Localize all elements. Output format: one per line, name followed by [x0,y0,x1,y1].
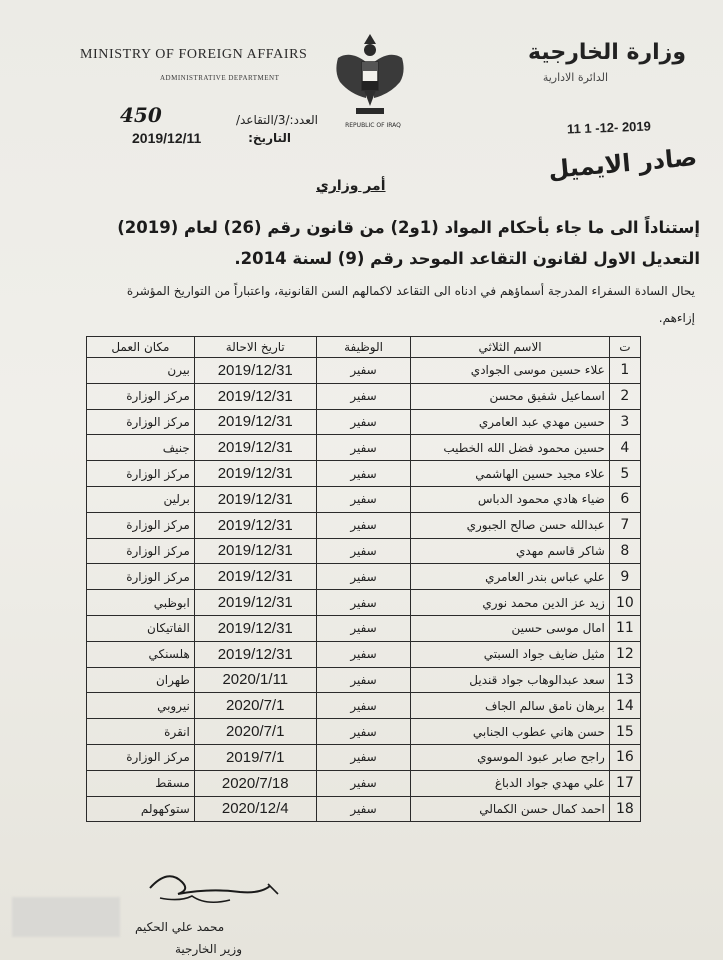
reference-date-value: 2019/12/11 [132,130,202,146]
ambassador-name: علاء حسين موسى الجوادي [411,358,609,384]
legal-basis-paragraph: إستناداً الى ما جاء بأحكام المواد (1و2) من قانون رقم (26) لعام (2019) التعديل الاول لقانون التقاعد الموحد رقم (9) لسنة 2014. [117,218,700,268]
row-number: 11 [609,615,640,641]
emblem-caption: REPUBLIC OF IRAQ [345,122,401,129]
retirement-date: 2019/7/1 [194,744,316,770]
reference-date-label: التاريخ: [248,131,291,145]
table-row [87,409,641,435]
row-number: 15 [609,719,640,745]
ambassador-name: حسين محمود فضل الله الخطيب [411,435,609,461]
workplace: جنيف [87,435,195,461]
table-header-row [87,337,641,358]
workplace: انقرة [87,719,195,745]
workplace: ابوظبي [87,590,195,616]
workplace: مركز الوزارة [87,538,195,564]
retirement-statement-paragraph: يحال السادة السفراء المدرجة أسماؤهم في ادناه الى التقاعد لاكمالهم السن القانونية، واعتباراً من التواريخ المؤشرة إزاءهم. [126,284,695,325]
row-number: 6 [609,486,640,512]
ambassador-name: مثيل ضايف جواد السبتي [411,641,609,667]
table-row [87,358,641,384]
workplace: مسقط [87,770,195,796]
table-row [87,615,641,641]
ambassador-name: حسين مهدي عبد العامري [411,409,609,435]
row-number: 13 [609,667,640,693]
job-title: سفير [316,590,411,616]
workplace: مركز الوزارة [87,461,195,487]
row-number: 2 [609,383,640,409]
retirement-date: 2019/12/31 [194,564,316,590]
minister-title: وزير الخارجية [175,942,243,956]
table-row [87,744,641,770]
row-number: 3 [609,409,640,435]
row-number: 18 [609,796,640,822]
ambassador-name: علاء مجيد حسين الهاشمي [411,461,609,487]
column-header-name: الاسم الثلاثي [411,337,609,358]
order-title: أمر وزاري [316,178,386,194]
workplace: مركز الوزارة [87,383,195,409]
ambassador-name: برهان نامق سالم الجاف [411,693,609,719]
retirement-date: 2019/12/31 [194,383,316,409]
handwritten-signature [120,858,290,928]
row-number: 8 [609,538,640,564]
column-header-workplace: مكان العمل [87,337,195,358]
job-title: سفير [316,615,411,641]
table-row [87,641,641,667]
retirement-date: 2019/12/31 [194,641,316,667]
job-title: سفير [316,512,411,538]
workplace: هلسنكي [87,641,195,667]
row-number: 5 [609,461,640,487]
ambassador-name: ضياء هادي محمود الدباس [411,486,609,512]
reference-number-label: العدد:/3/التقاعد/ [235,113,318,127]
job-title: سفير [316,486,411,512]
table-row [87,486,641,512]
table-row [87,461,641,487]
row-number: 1 [609,358,640,384]
table-row [87,667,641,693]
workplace: ستوكهولم [87,796,195,822]
ambassador-name: شاكر قاسم مهدي [411,538,609,564]
row-number: 9 [609,564,640,590]
job-title: سفير [316,435,411,461]
workplace: مركز الوزارة [87,744,195,770]
department-arabic-subtitle: الدائرة الادارية [542,71,608,84]
job-title: سفير [316,641,411,667]
workplace: مركز الوزارة [87,512,195,538]
table-row [87,719,641,745]
table-row [87,538,641,564]
job-title: سفير [316,564,411,590]
row-number: 7 [609,512,640,538]
table-row [87,512,641,538]
table-row [87,796,641,822]
ambassador-name: عبدالله حسن صالح الجبوري [411,512,609,538]
ambassador-name: علي عباس بندر العامري [411,564,609,590]
reference-number-value: 450 [120,103,162,127]
retirement-date: 2020/7/18 [194,770,316,796]
row-number: 4 [609,435,640,461]
retirement-date: 2019/12/31 [194,461,316,487]
column-header-number: ت [609,337,640,358]
ambassadors-retirement-table [86,336,641,822]
ambassador-name: احمد كمال حسن الكمالي [411,796,609,822]
job-title: سفير [316,719,411,745]
retirement-date: 2019/12/31 [194,486,316,512]
retirement-date: 2020/7/1 [194,719,316,745]
retirement-date: 2019/12/31 [194,538,316,564]
workplace: طهران [87,667,195,693]
job-title: سفير [316,693,411,719]
email-outgoing-stamp: صادر الايميل [547,143,699,185]
table-row [87,590,641,616]
ambassador-name: علي مهدي جواد الدباغ [411,770,609,796]
retirement-date: 2019/12/31 [194,615,316,641]
department-english-subtitle: ADMINISTRATIVE DEPARTMENT [160,74,280,82]
workplace: مركز الوزارة [87,564,195,590]
workplace: الفاتيكان [87,615,195,641]
workplace: نيروبي [87,693,195,719]
job-title: سفير [316,358,411,384]
row-number: 10 [609,590,640,616]
job-title: سفير [316,461,411,487]
job-title: سفير [316,796,411,822]
row-number: 14 [609,693,640,719]
job-title: سفير [316,770,411,796]
workplace: بيرن [87,358,195,384]
ambassador-name: سعد عبدالوهاب جواد قنديل [411,667,609,693]
job-title: سفير [316,667,411,693]
retirement-date: 2019/12/31 [194,512,316,538]
column-header-retirement-date: تاريخ الاحالة [194,337,316,358]
ambassador-name: حسن هاني عطوب الجنابي [411,719,609,745]
retirement-date: 2019/12/31 [194,590,316,616]
retirement-date: 2020/1/11 [194,667,316,693]
workplace: برلين [87,486,195,512]
workplace: مركز الوزارة [87,409,195,435]
row-number: 16 [609,744,640,770]
retirement-date: 2020/12/4 [194,796,316,822]
table-row [87,383,641,409]
job-title: سفير [316,744,411,770]
column-header-job: الوظيفة [316,337,411,358]
redacted-area [12,897,120,937]
table-row [87,435,641,461]
table-row [87,770,641,796]
retirement-date: 2020/7/1 [194,693,316,719]
table-row [87,693,641,719]
minister-name: محمد علي الحكيم [135,920,225,934]
ambassador-name: اسماعيل شفيق محسن [411,383,609,409]
ministry-english-title: MINISTRY OF FOREIGN AFFAIRS [80,47,308,62]
table-row [87,564,641,590]
stamp-date: 11 1 -12- 2019 [566,118,652,137]
job-title: سفير [316,383,411,409]
ministry-arabic-title: وزارة الخارجية [528,40,686,65]
ambassador-name: راجح صابر عبود الموسوي [411,744,609,770]
retirement-date: 2019/12/31 [194,358,316,384]
row-number: 17 [609,770,640,796]
row-number: 12 [609,641,640,667]
ambassador-name: زيد عز الدين محمد نوري [411,590,609,616]
retirement-date: 2019/12/31 [194,409,316,435]
job-title: سفير [316,538,411,564]
ambassador-name: امال موسى حسين [411,615,609,641]
retirement-date: 2019/12/31 [194,435,316,461]
job-title: سفير [316,409,411,435]
